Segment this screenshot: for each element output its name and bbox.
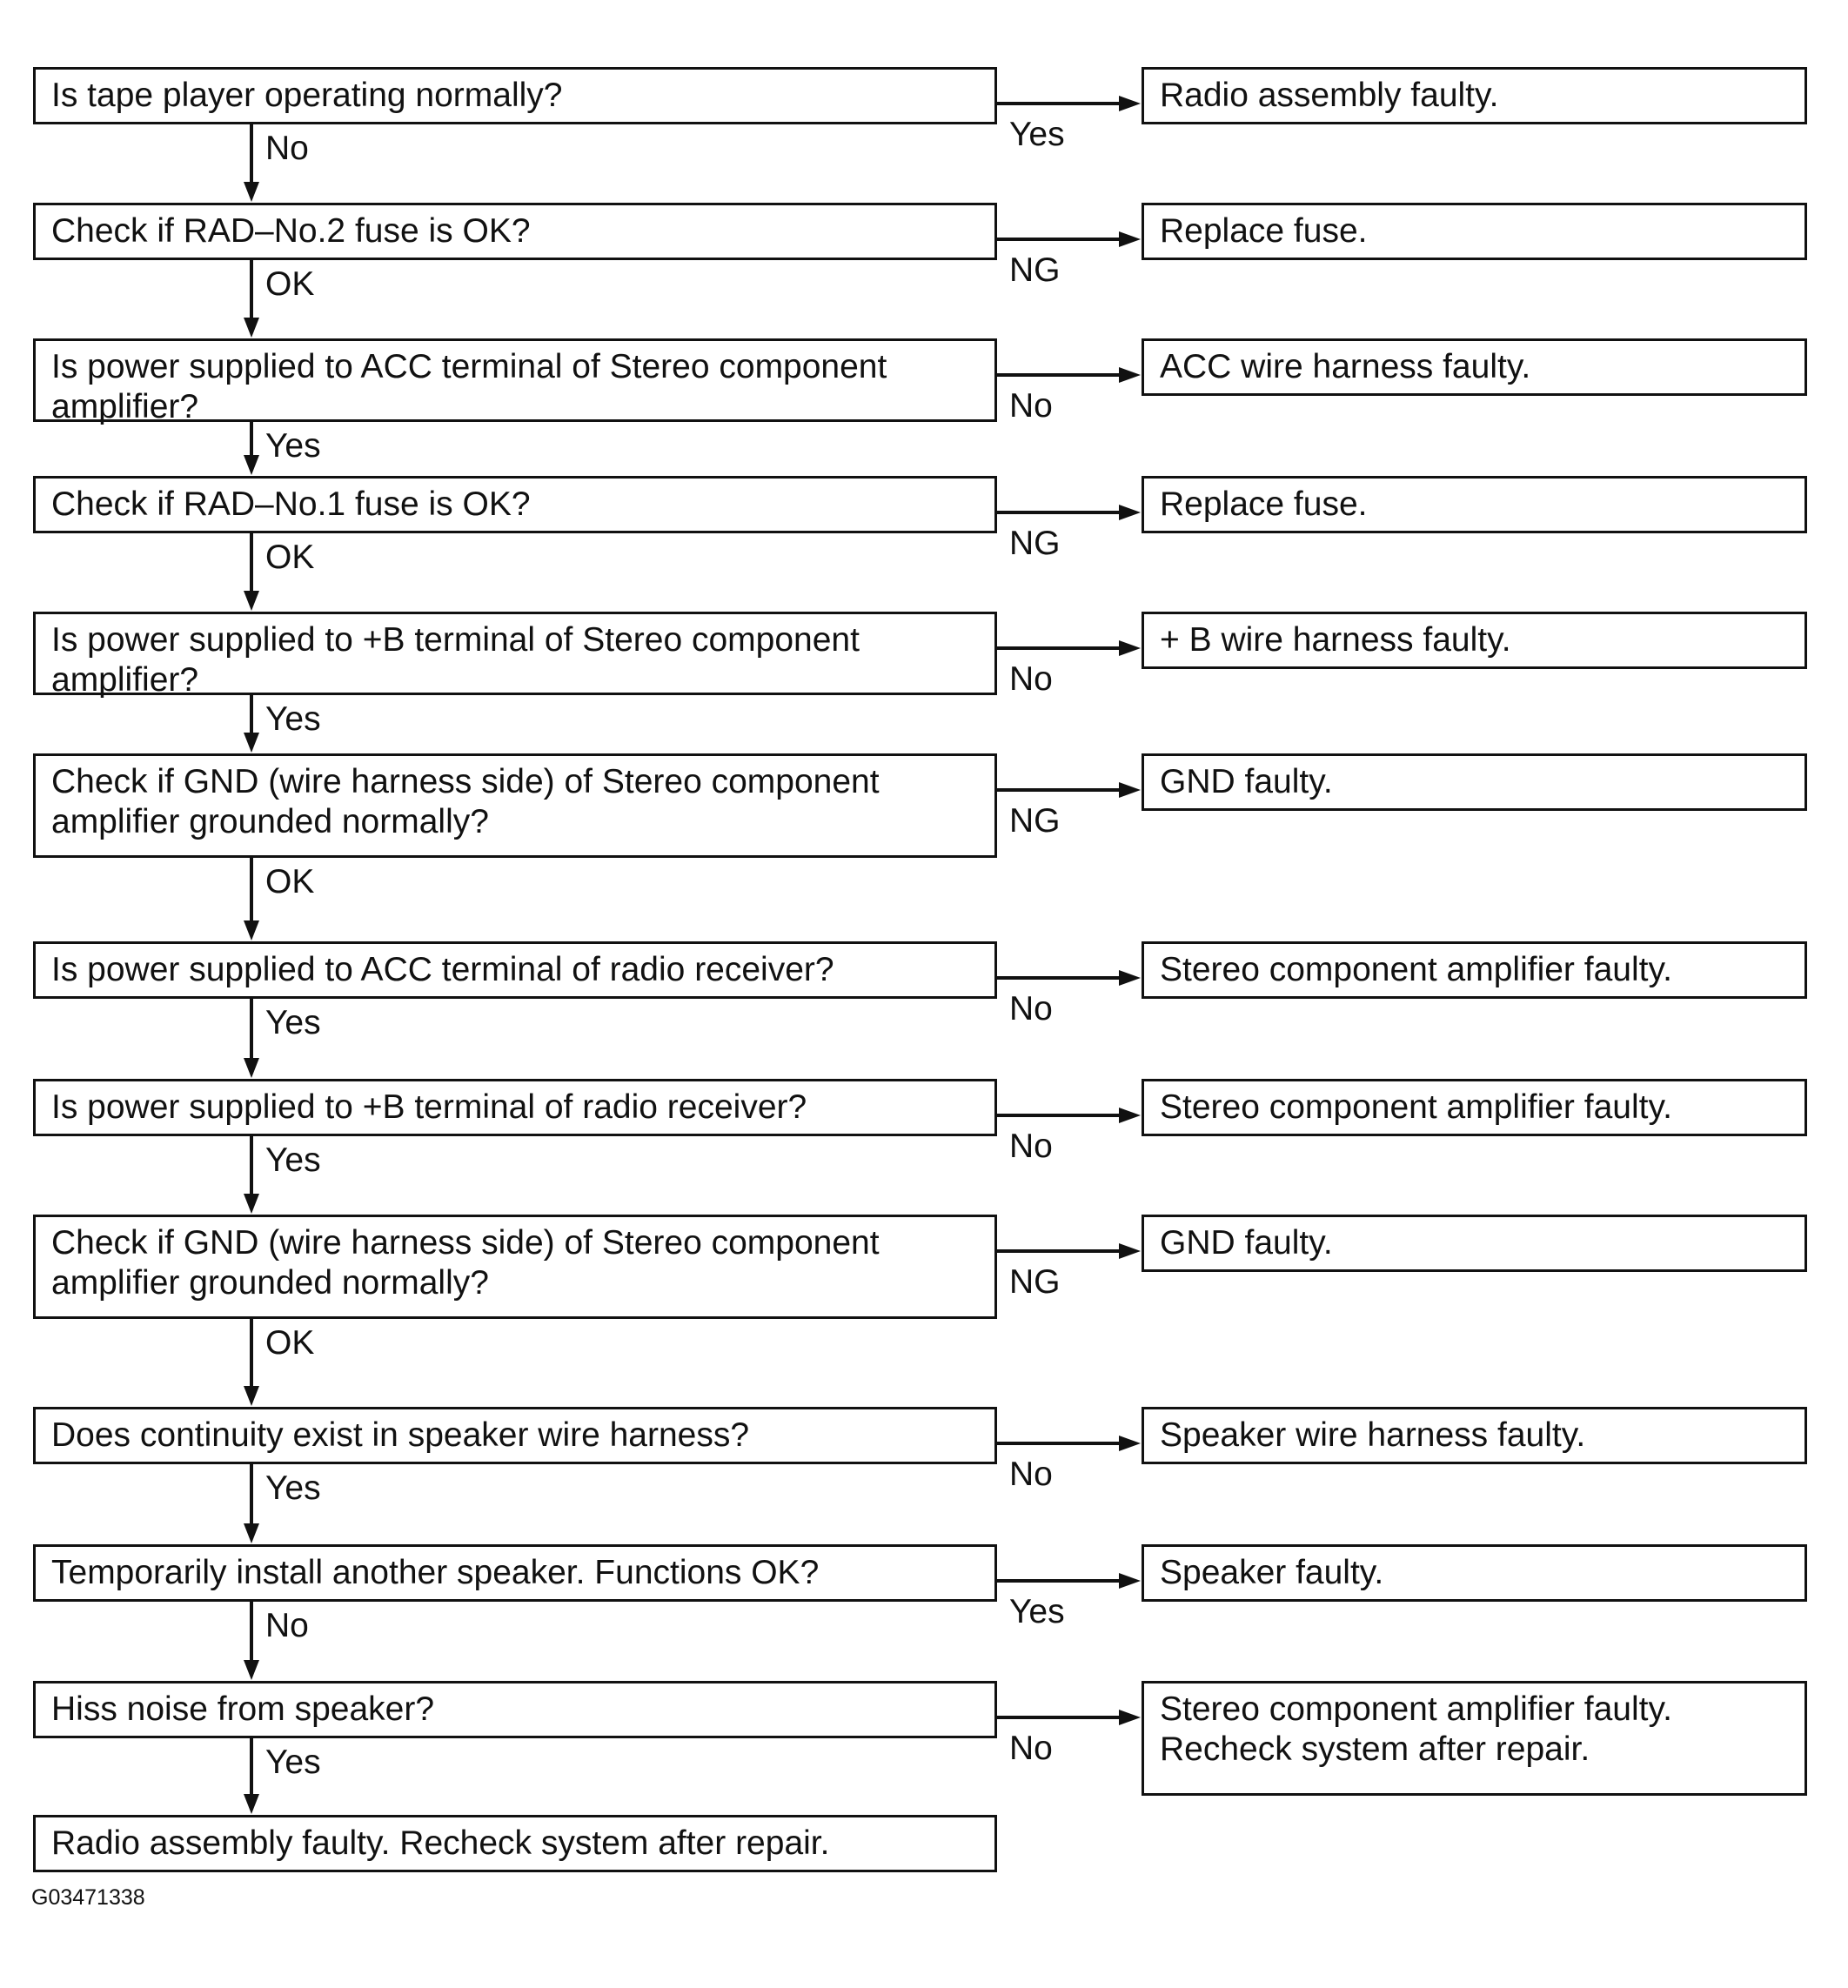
question-box xyxy=(33,1079,997,1136)
continue-label: OK xyxy=(265,863,315,900)
result-box xyxy=(1142,941,1807,999)
branch-label: No xyxy=(1009,660,1053,698)
result-box xyxy=(1142,1544,1807,1602)
continue-label: OK xyxy=(265,1324,315,1362)
question-box-text: amplifier? xyxy=(51,661,199,699)
result-box xyxy=(1142,1079,1807,1136)
branch-label: Yes xyxy=(1009,116,1065,153)
branch-arrow-head xyxy=(1119,1710,1141,1725)
result-box-text: Stereo component amplifier faulty. xyxy=(1160,1690,1672,1728)
question-box xyxy=(33,1407,997,1464)
question-box xyxy=(33,67,997,124)
question-box xyxy=(33,753,997,858)
question-box xyxy=(33,1681,997,1738)
branch-arrow-head xyxy=(1119,970,1141,986)
branch-arrow-head xyxy=(1119,231,1141,247)
branch-label: No xyxy=(1009,387,1053,425)
continue-arrow-head xyxy=(244,920,259,940)
continue-label: No xyxy=(265,130,309,167)
result-box-text: Radio assembly faulty. xyxy=(1160,77,1499,114)
question-box xyxy=(33,612,997,699)
result-box xyxy=(1142,753,1807,811)
continue-arrow-head xyxy=(244,733,259,753)
result-box-text: Replace fuse. xyxy=(1160,212,1368,250)
result-box xyxy=(1142,67,1807,124)
branch-label: NG xyxy=(1009,525,1061,562)
result-box xyxy=(1142,612,1807,669)
continue-arrow-head xyxy=(244,1523,259,1543)
result-box xyxy=(1142,1681,1807,1796)
continue-label: Yes xyxy=(265,427,321,465)
question-box xyxy=(33,203,997,260)
branch-label: No xyxy=(1009,1730,1053,1767)
result-box-text: GND faulty. xyxy=(1160,763,1333,800)
branch-label: No xyxy=(1009,990,1053,1027)
result-box-text: Speaker wire harness faulty. xyxy=(1160,1416,1586,1454)
result-box-text: Replace fuse. xyxy=(1160,485,1368,523)
branch-label: NG xyxy=(1009,802,1061,840)
branch-arrow-head xyxy=(1119,782,1141,798)
result-box-text: Stereo component amplifier faulty. xyxy=(1160,1088,1672,1126)
branch-label: NG xyxy=(1009,251,1061,289)
branch-arrow-head xyxy=(1119,1573,1141,1589)
result-box-text: Speaker faulty. xyxy=(1160,1554,1384,1591)
continue-label: OK xyxy=(265,539,315,576)
result-box-text: Recheck system after repair. xyxy=(1160,1730,1590,1768)
question-box-text: Is power supplied to ACC terminal of radio receiver? xyxy=(51,951,834,988)
continue-arrow-head xyxy=(244,318,259,338)
continue-arrow-head xyxy=(244,1386,259,1406)
branch-arrow-head xyxy=(1119,1436,1141,1451)
result-box xyxy=(1142,476,1807,533)
question-box xyxy=(33,338,997,425)
question-box-text: amplifier grounded normally? xyxy=(51,803,489,840)
question-box-text: amplifier grounded normally? xyxy=(51,1264,489,1302)
result-box xyxy=(1142,338,1807,396)
result-box xyxy=(1142,203,1807,260)
branch-arrow-head xyxy=(1119,96,1141,111)
branch-arrow-head xyxy=(1119,1243,1141,1259)
continue-label: No xyxy=(265,1607,309,1644)
continue-label: Yes xyxy=(265,700,321,738)
question-box-text: Check if GND (wire harness side) of Stereo component xyxy=(51,1224,880,1262)
branch-arrow-head xyxy=(1119,367,1141,383)
result-box-text: GND faulty. xyxy=(1160,1224,1333,1262)
question-box xyxy=(33,941,997,999)
result-box xyxy=(1142,1215,1807,1272)
continue-label: Yes xyxy=(265,1469,321,1507)
branch-label: NG xyxy=(1009,1263,1061,1301)
final-result-box xyxy=(33,1815,997,1872)
result-box-text: Stereo component amplifier faulty. xyxy=(1160,951,1672,988)
continue-arrow-head xyxy=(244,591,259,611)
question-box-text: Check if RAD–No.2 fuse is OK? xyxy=(51,212,531,250)
question-box-text: Is tape player operating normally? xyxy=(51,77,563,114)
branch-arrow-head xyxy=(1119,505,1141,520)
question-box-text: Does continuity exist in speaker wire harness? xyxy=(51,1416,750,1454)
continue-arrow-head xyxy=(244,1794,259,1814)
question-box-text: Check if RAD–No.1 fuse is OK? xyxy=(51,485,531,523)
result-box xyxy=(1142,1407,1807,1464)
continue-label: Yes xyxy=(265,1004,321,1041)
branch-label: No xyxy=(1009,1128,1053,1165)
question-box xyxy=(33,1215,997,1319)
question-box-text: Is power supplied to +B terminal of radio receiver? xyxy=(51,1088,807,1126)
figure-id: G03471338 xyxy=(31,1885,145,1910)
question-box-text: Temporarily install another speaker. Functions OK? xyxy=(51,1554,820,1591)
question-box-text: Hiss noise from speaker? xyxy=(51,1690,435,1728)
branch-arrow-head xyxy=(1119,1108,1141,1123)
continue-arrow-head xyxy=(244,1660,259,1680)
continue-label: Yes xyxy=(265,1141,321,1179)
result-box-text: + B wire harness faulty. xyxy=(1160,621,1511,659)
branch-label: No xyxy=(1009,1456,1053,1493)
final-result-box-text: Radio assembly faulty. Recheck system after repair. xyxy=(51,1824,830,1862)
continue-label: Yes xyxy=(265,1744,321,1781)
continue-arrow-head xyxy=(244,455,259,475)
continue-label: OK xyxy=(265,265,315,303)
question-box xyxy=(33,476,997,533)
result-box-text: ACC wire harness faulty. xyxy=(1160,348,1531,385)
question-box xyxy=(33,1544,997,1602)
continue-arrow-head xyxy=(244,1194,259,1214)
question-box-text: amplifier? xyxy=(51,388,199,425)
continue-arrow-head xyxy=(244,1058,259,1078)
branch-label: Yes xyxy=(1009,1593,1065,1630)
question-box-text: Check if GND (wire harness side) of Stereo component xyxy=(51,763,880,800)
continue-arrow-head xyxy=(244,182,259,202)
question-box-text: Is power supplied to +B terminal of Stereo component xyxy=(51,621,860,659)
branch-arrow-head xyxy=(1119,640,1141,656)
question-box-text: Is power supplied to ACC terminal of Stereo component xyxy=(51,348,887,385)
